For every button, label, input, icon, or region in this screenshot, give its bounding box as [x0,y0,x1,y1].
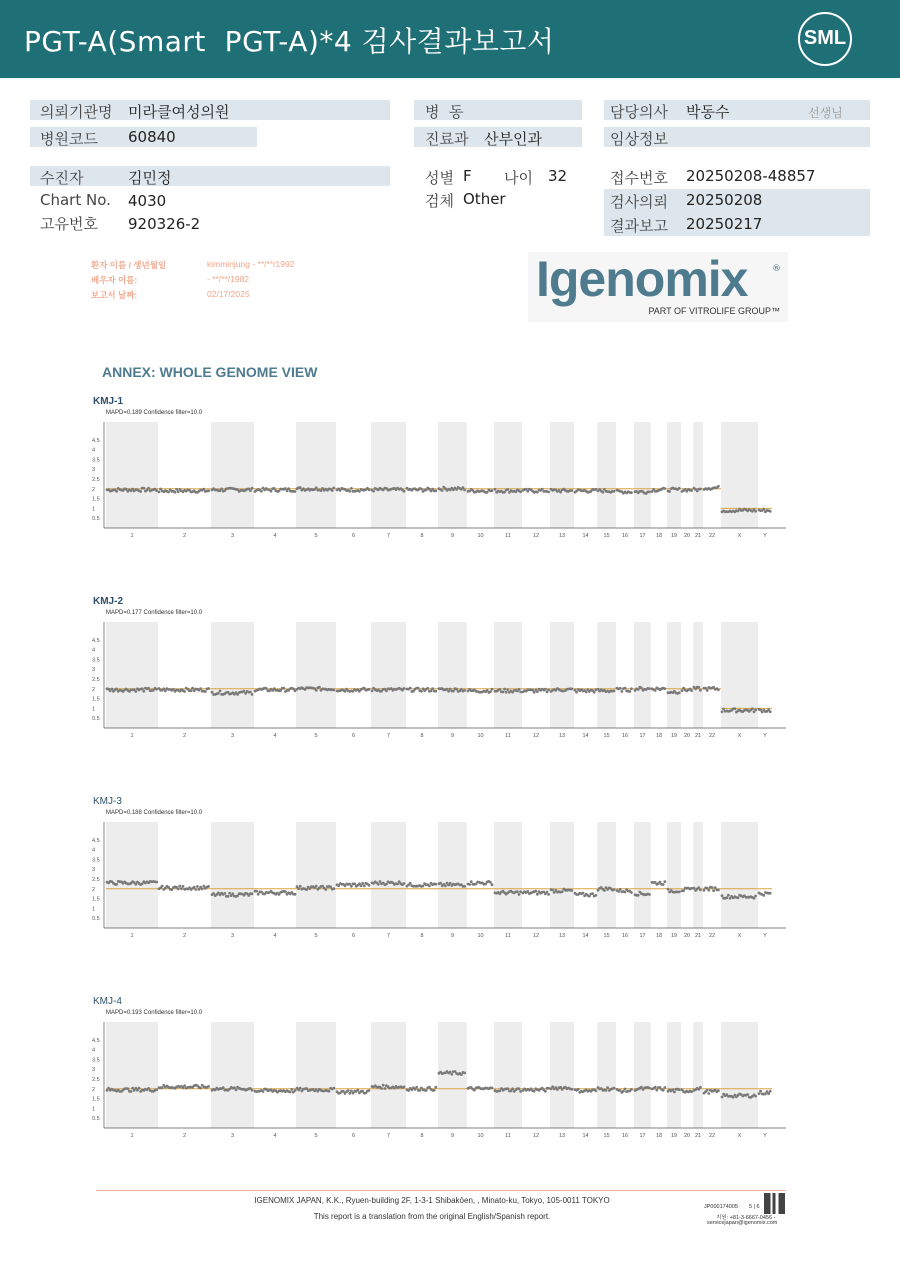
doctor-suffix: 선생님 [808,106,843,120]
patient-label: 수진자 [40,169,84,187]
y-tick-label: 4.5 [92,637,100,644]
chromosome-label: 6 [351,533,356,539]
y-tick-label: 1.5 [92,1096,100,1103]
chromosome-label: 5 [314,533,318,539]
y-tick-label: 2 [92,886,96,893]
y-tick-label: 3.5 [92,1057,100,1064]
pi-partner-value: - **/**/1982 [207,274,250,284]
age-value: 32 [548,167,568,185]
chromosome-band-15 [597,822,616,928]
chromosome-label: 10 [477,533,484,539]
chromosome-band-9 [438,422,467,528]
chromosome-label: 16 [621,533,629,539]
chromosome-band-3 [211,622,254,728]
igenomix-tagline: PART OF VITROLIFE GROUP™ [648,306,780,316]
age-label: 나이 [504,169,533,187]
pi-partner-label: 배우자 이름: [91,275,138,285]
chromosome-band-X [721,1022,758,1128]
chromosome-label: 7 [386,1133,391,1139]
chromosome-label: 10 [477,1133,484,1139]
sml-logo-text: SML [803,27,847,49]
chromosome-label: 7 [386,733,391,739]
chromosome-label: 1 [130,533,134,539]
footer-email: servicejapan@igenomix.com [707,1220,778,1226]
chromosome-label: 18 [655,1133,663,1139]
chromosome-band-11 [494,622,522,728]
chromosome-label: 17 [639,533,646,539]
chromosome-band-11 [494,822,522,928]
footer-phone: 지원: +81-3-6667-0456 - [716,1215,776,1221]
chromosome-band-15 [597,622,616,728]
pi-date-value: 02/17/2025 [207,289,250,299]
chromosome-label: 15 [603,733,610,739]
y-tick-label: 3 [92,867,96,874]
pi-name-label: 환자 이름 / 생년월일 [91,260,167,270]
chromosome-label: 21 [694,733,702,739]
sample-name-2: KMJ-2 [93,596,124,607]
chromosome-20-points [681,887,693,893]
chromosome-label: Y [763,733,767,739]
chromosome-2-points [158,885,210,891]
chromosome-Y-points [758,1090,772,1096]
igenomix-logo [528,252,788,322]
chromosome-label: 11 [505,533,511,539]
chromosome-label: 1 [130,933,134,939]
chromosome-label: 19 [670,933,678,939]
chromosome-label: 13 [558,533,566,539]
chromosome-label: X [737,1133,742,1139]
report-label: 결과보고 [610,217,668,235]
institution-value: 미라클여성의원 [128,103,230,121]
chromosome-label: 15 [603,933,610,939]
chromosome-band-15 [597,422,616,528]
chromosome-label: 20 [683,733,691,739]
chromosome-label: 20 [683,933,691,939]
chromosome-18-points [651,880,667,886]
qr-code-icon [764,1193,785,1214]
chromosome-6-points [336,687,371,693]
sample-name-3: KMJ-3 [93,796,122,807]
y-tick-label: 3 [92,667,96,674]
chromosome-label: 5 [314,1133,318,1139]
patient-value: 김민정 [128,169,172,187]
chromosome-label: 16 [621,933,629,939]
chromosome-6-points [336,1089,371,1095]
genome-plot-kmj-3 [90,820,790,940]
chromosome-label: 9 [450,733,455,739]
y-tick-label: 2 [92,486,96,493]
chromosome-label: 4 [273,1133,277,1139]
chromosome-label: 7 [386,933,391,939]
chromosome-4-points [254,890,297,896]
annex-title: ANNEX: WHOLE GENOME VIEW [102,364,318,380]
chromosome-label: 14 [582,533,589,539]
genome-plot-kmj-2 [90,620,790,740]
chromosome-label: 12 [532,933,540,939]
chromosome-band-17 [634,822,651,928]
request-value: 20250208 [686,191,763,209]
chromosome-label: 17 [639,933,646,939]
chromosome-label: 19 [670,733,678,739]
department-label: 진료과 [425,130,469,148]
chromosome-label: 13 [558,733,566,739]
chromosome-label: 15 [603,1133,610,1139]
y-tick-label: 1.5 [92,496,100,503]
chromosome-label: 17 [639,1133,646,1139]
chromosome-band-5 [296,622,336,728]
chromosome-band-11 [494,1022,522,1128]
specimen-value: Other [463,190,506,208]
y-tick-label: 3.5 [92,457,100,464]
chromosome-label: 4 [273,933,277,939]
chromosome-band-1 [106,622,158,728]
chromosome-18-points [651,487,667,493]
chromosome-label: 17 [639,733,646,739]
chromosome-label: 22 [708,533,716,539]
chromosome-22-points [703,686,720,692]
hospital-code-label: 병원코드 [40,130,98,148]
chromosome-label: 6 [351,1133,356,1139]
chromosome-16-points [616,489,633,495]
sample-mapd-3: MAPD=0.188 Confidence filter=10.0 [106,810,203,816]
pi-name-value: kimminjung - **/**/1992 [207,259,295,269]
chromosome-16-points [616,687,633,693]
chromosome-8-points [406,882,438,888]
chromosome-band-1 [106,422,158,528]
receipt-value: 20250208-48857 [686,167,816,185]
chromosome-label: 3 [230,933,235,939]
chromosome-label: 5 [314,933,318,939]
chromosome-label: 6 [351,733,356,739]
chromosome-band-21 [693,622,703,728]
chromosome-label: 5 [314,733,318,739]
chart-no-label: Chart No. [40,191,111,209]
chromosome-label: 2 [182,733,187,739]
y-tick-label: 4.5 [92,437,100,444]
y-tick-label: 4 [92,447,96,454]
report-value: 20250217 [686,215,763,233]
chromosome-label: X [737,933,742,939]
sex-label: 성별 [425,169,454,187]
chromosome-4-points [254,487,297,493]
y-tick-label: 4 [92,847,96,854]
chromosome-label: 11 [505,933,511,939]
chromosome-label: 9 [450,533,455,539]
chromosome-label: Y [763,1133,767,1139]
chromosome-label: 8 [420,1133,424,1139]
y-tick-label: 2.5 [92,677,100,683]
footer-page: 5 | 6 [749,1204,760,1210]
sample-name-1: KMJ-1 [93,396,124,407]
chromosome-label: 21 [694,1133,702,1139]
sample-mapd-1: MAPD=0.189 Confidence filter=10.0 [106,410,203,416]
y-tick-label: 0.5 [92,1116,100,1123]
y-tick-label: 3 [92,467,96,474]
chromosome-2-points [158,687,210,693]
chromosome-label: 20 [683,533,691,539]
chromosome-label: 1 [130,1133,134,1139]
chromosome-band-11 [494,422,522,528]
chromosome-label: 22 [708,1133,716,1139]
chromosome-band-9 [438,822,467,928]
chromosome-label: 19 [670,533,678,539]
doctor-value: 박동수 [686,103,730,121]
chromosome-label: 9 [450,933,455,939]
chromosome-14-points [574,892,598,898]
chromosome-label: 13 [558,1133,566,1139]
chromosome-band-13 [550,822,574,928]
chromosome-band-1 [106,1022,158,1128]
footer-doc-id: JP000174005 [704,1204,738,1210]
chromosome-label: 8 [420,733,424,739]
chromosome-label: 4 [273,733,277,739]
chromosome-label: 2 [182,933,187,939]
chromosome-band-5 [296,1022,336,1128]
chromosome-label: 14 [582,733,589,739]
chromosome-band-5 [296,822,336,928]
chromosome-label: 18 [655,733,663,739]
chromosome-band-7 [371,622,406,728]
chromosome-band-19 [667,822,681,928]
chromosome-label: X [737,533,742,539]
hospital-code-value: 60840 [128,128,176,146]
y-tick-label: 1.5 [92,696,100,703]
y-tick-label: 1 [92,1106,96,1113]
chromosome-label: 8 [420,933,424,939]
chromosome-label: 1 [130,733,134,739]
y-tick-label: 4 [92,647,96,654]
chromosome-20-points [681,687,693,693]
chromosome-band-17 [634,422,651,528]
genome-plot-kmj-4 [90,1020,790,1140]
chromosome-label: 12 [532,533,540,539]
chromosome-label: 4 [273,533,277,539]
chromosome-10-points [467,1086,494,1092]
chromosome-18-points [651,687,667,692]
chromosome-label: 12 [532,1133,540,1139]
y-tick-label: 2.5 [92,477,100,483]
chromosome-label: 13 [558,933,566,939]
chromosome-label: 8 [420,533,424,539]
chromosome-label: 10 [477,933,484,939]
chromosome-band-3 [211,822,254,928]
sample-mapd-4: MAPD=0.193 Confidence filter=10.0 [106,1010,203,1016]
chromosome-label: 22 [708,933,716,939]
chromosome-label: 6 [351,933,356,939]
y-tick-label: 1 [92,706,96,713]
y-tick-label: 1 [92,506,96,513]
unique-id-value: 920326-2 [128,215,201,233]
chromosome-4-points [254,687,297,693]
chromosome-band-3 [211,1022,254,1128]
sample-mapd-2: MAPD=0.177 Confidence filter=10.0 [106,610,203,616]
chromosome-band-13 [550,622,574,728]
chromosome-band-13 [550,1022,574,1128]
sample-name-4: KMJ-4 [93,996,122,1007]
chromosome-label: 14 [582,933,589,939]
chromosome-band-21 [693,422,703,528]
chromosome-band-15 [597,1022,616,1128]
chromosome-label: 16 [621,1133,629,1139]
genome-plot-kmj-1 [90,420,790,540]
sex-value: F [463,167,472,185]
doctor-label: 담당의사 [610,103,668,121]
chromosome-label: 2 [182,1133,187,1139]
y-tick-label: 2.5 [92,877,100,883]
y-tick-label: 4.5 [92,1037,100,1044]
report-header [0,0,900,78]
chromosome-band-17 [634,1022,651,1128]
chromosome-10-points [467,880,494,886]
chromosome-band-21 [693,822,703,928]
chromosome-22-points [703,1089,720,1095]
chromosome-label: 20 [683,1133,691,1139]
chromosome-Y-points [758,891,772,897]
request-label: 검사의뢰 [610,193,668,211]
chromosome-label: 11 [505,733,511,739]
chromosome-label: 10 [477,733,484,739]
chromosome-band-19 [667,1022,681,1128]
chromosome-label: 19 [670,1133,678,1139]
chromosome-14-points [574,1088,598,1094]
chromosome-label: 2 [182,533,187,539]
y-tick-label: 4 [92,1047,96,1054]
chromosome-label: 3 [230,733,235,739]
chromosome-label: 22 [708,733,716,739]
chromosome-label: 7 [386,533,391,539]
chromosome-band-7 [371,422,406,528]
y-tick-label: 0.5 [92,716,100,723]
y-tick-label: 3.5 [92,857,100,864]
patient-row-bg [30,166,390,186]
chromosome-band-7 [371,822,406,928]
chromosome-label: 16 [621,733,629,739]
chromosome-band-19 [667,422,681,528]
chromosome-label: 18 [655,533,663,539]
chromosome-label: 3 [230,1133,235,1139]
chromosome-8-points [406,487,438,493]
chromosome-band-5 [296,422,336,528]
footer-address: IGENOMIX JAPAN, K.K., Ryuen-building 2F, 1-3-1 Shibakōen, , Minato-ku, Tokyo, 105-0011 TOKYO [254,1196,610,1205]
y-tick-label: 3 [92,1067,96,1074]
chromosome-label: 18 [655,933,663,939]
unique-id-label: 고유번호 [40,215,98,233]
chromosome-band-9 [438,622,467,728]
chromosome-label: 14 [582,1133,589,1139]
chromosome-label: Y [763,933,767,939]
chromosome-band-X [721,822,758,928]
chromosome-label: 15 [603,533,610,539]
y-tick-label: 2 [92,1086,96,1093]
igenomix-wordmark: Igenomix [536,251,748,307]
footer-divider [96,1190,786,1191]
specimen-label: 검체 [425,192,454,210]
y-tick-label: 1.5 [92,896,100,903]
chromosome-6-points [336,487,371,493]
y-tick-label: 4.5 [92,837,100,844]
chromosome-label: Y [763,533,767,539]
chromosome-22-points [703,485,720,491]
clinical-label: 임상정보 [610,130,668,148]
chromosome-band-21 [693,1022,703,1128]
ward-label: 병 동 [425,103,464,121]
igenomix-registered: ® [772,264,781,274]
y-tick-label: 2 [92,686,96,693]
y-tick-label: 3.5 [92,657,100,664]
y-tick-label: 2.5 [92,1077,100,1083]
chromosome-band-7 [371,1022,406,1128]
chromosome-band-13 [550,422,574,528]
receipt-label: 접수번호 [610,169,668,187]
chromosome-6-points [336,882,371,888]
chromosome-label: 11 [505,1133,511,1139]
chromosome-band-19 [667,622,681,728]
footer-translation-note: This report is a translation from the original English/Spanish report. [313,1212,551,1221]
y-tick-label: 0.5 [92,516,100,523]
chromosome-label: 3 [230,533,235,539]
chromosome-label: 21 [694,933,702,939]
chromosome-label: 12 [532,733,540,739]
chart-no-value: 4030 [128,192,167,210]
chromosome-band-1 [106,822,158,928]
chromosome-label: X [737,733,742,739]
chromosome-band-17 [634,622,651,728]
y-tick-label: 1 [92,906,96,913]
chromosome-8-points [406,687,438,693]
chromosome-label: 9 [450,1133,455,1139]
report-title: PGT-A(Smart PGT-A)*4 검사결과보고서 [24,25,555,58]
chromosome-12-points [522,1087,550,1093]
sml-logo [798,12,852,66]
pi-date-label: 보고서 날짜: [91,290,138,300]
department-value: 산부인과 [484,130,542,148]
chromosome-12-points [522,890,550,896]
y-tick-label: 0.5 [92,916,100,923]
chromosome-label: 21 [694,533,702,539]
institution-label: 의뢰기관명 [40,103,113,121]
chromosome-band-3 [211,422,254,528]
